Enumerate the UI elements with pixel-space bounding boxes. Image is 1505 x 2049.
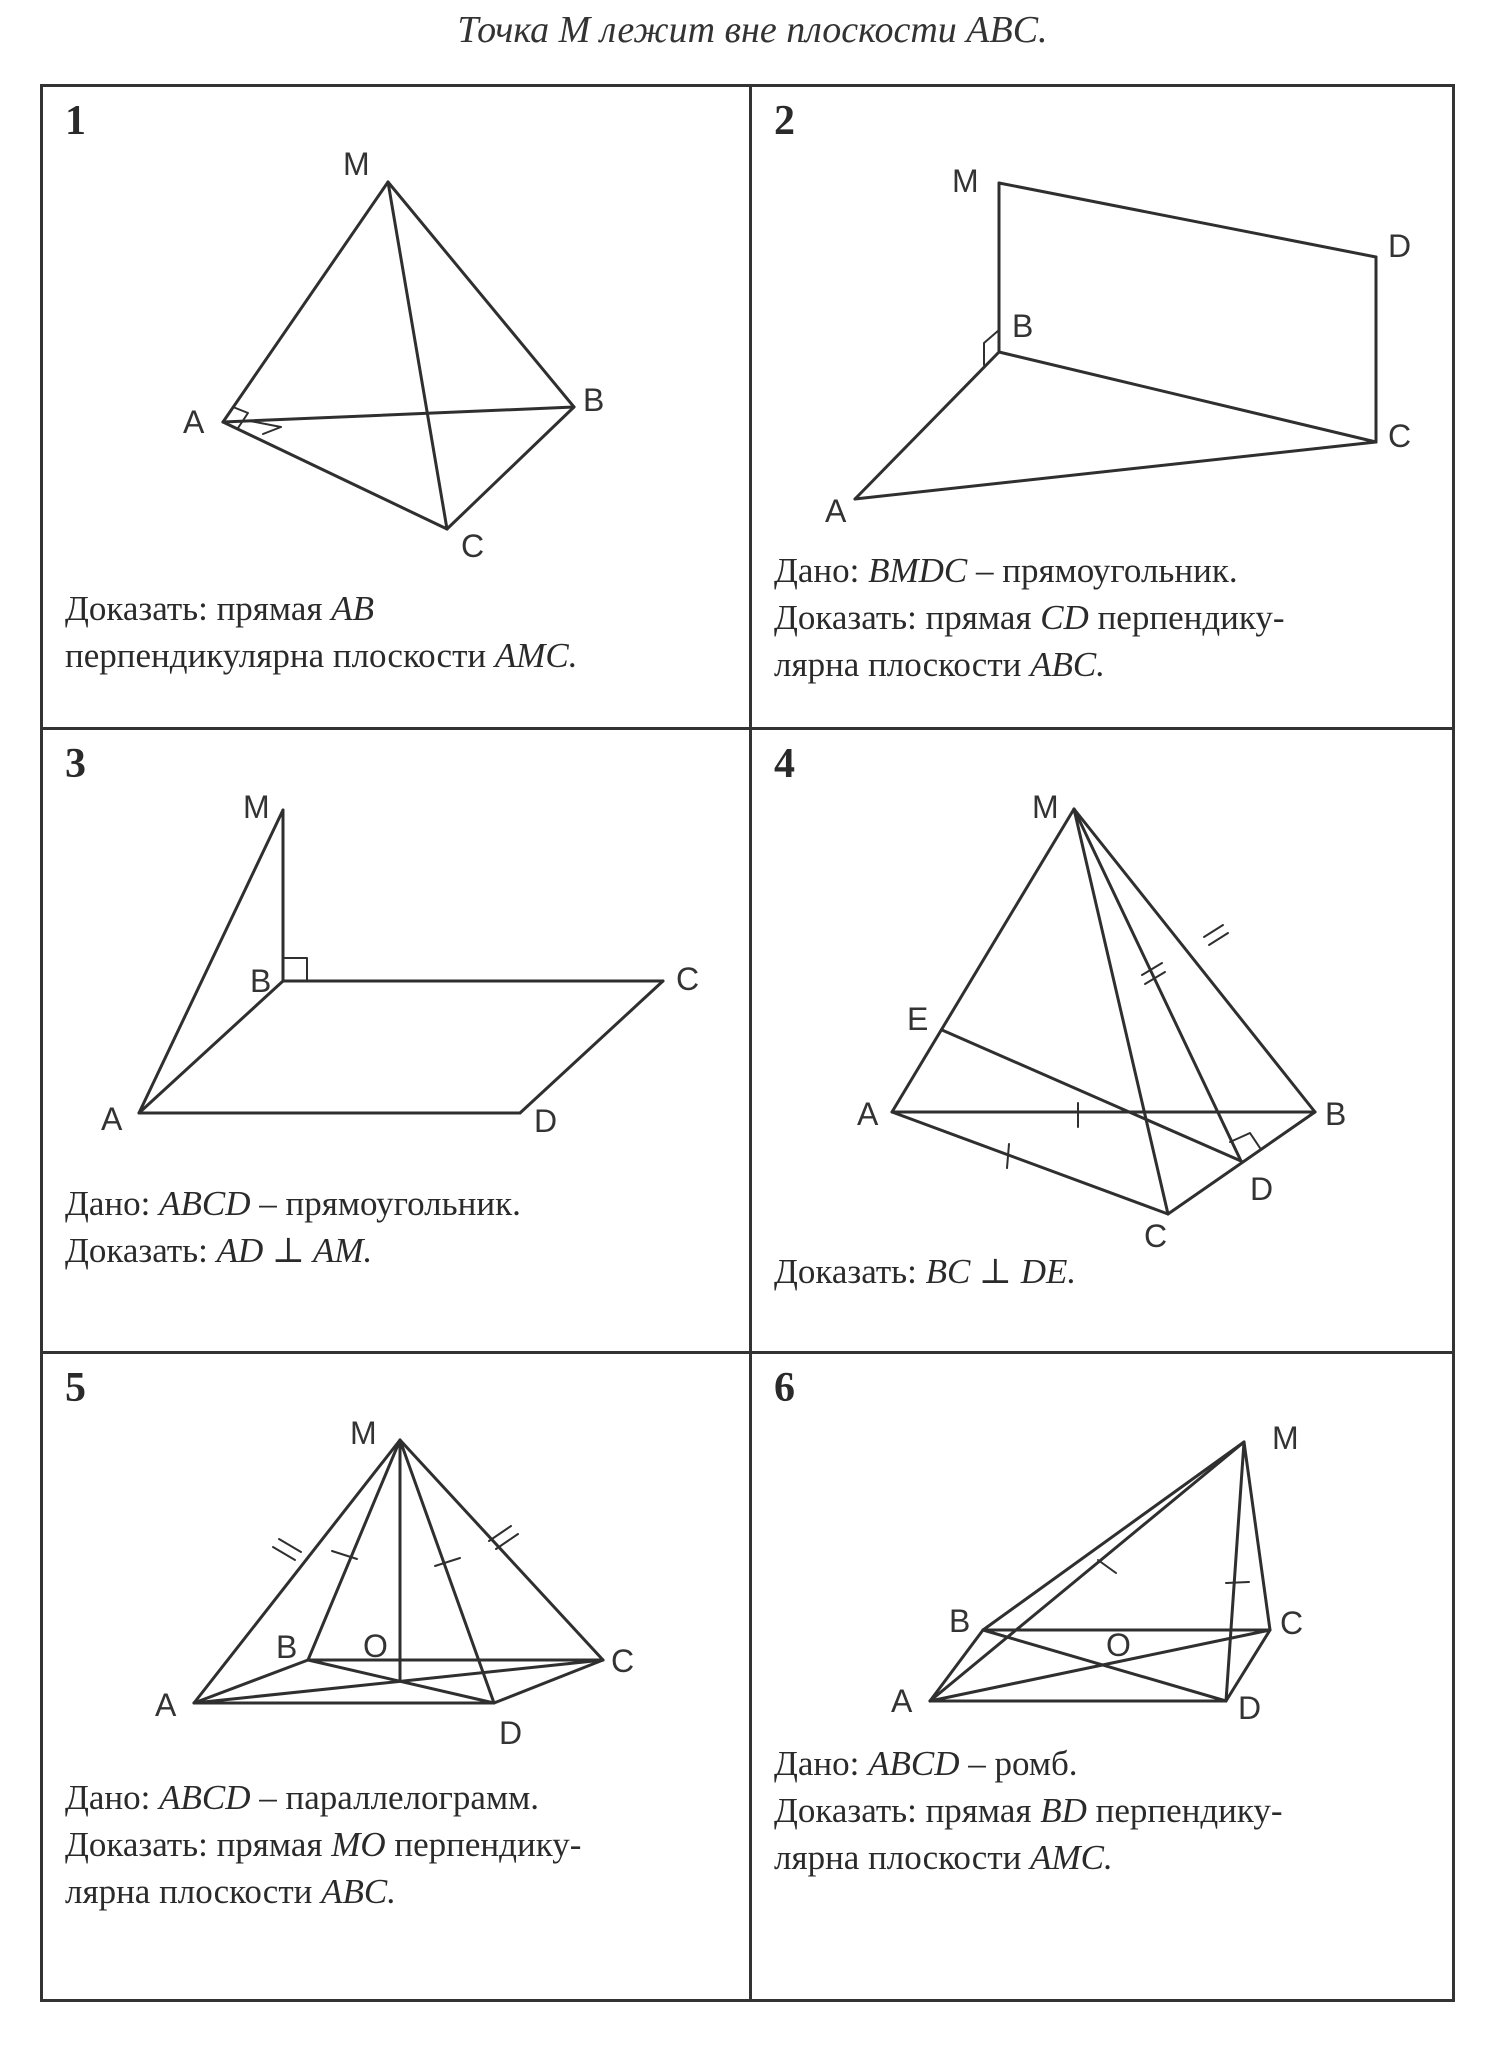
label-b: B xyxy=(583,382,605,418)
edge-mb xyxy=(308,1440,400,1660)
problem-statement xyxy=(65,585,578,679)
label-a: A xyxy=(891,1683,913,1719)
prove-text-2: лярна плоскости xyxy=(774,645,1031,684)
problem-1 xyxy=(43,87,749,727)
edge-md xyxy=(400,1440,494,1703)
given-text: – прямоугольник. xyxy=(250,1184,521,1223)
label-e: E xyxy=(907,1001,929,1037)
prove-label: Доказать: xyxy=(65,589,208,628)
label-a: A xyxy=(857,1096,879,1132)
edge-ac xyxy=(855,442,1376,499)
edge-ab xyxy=(855,352,999,499)
given-text: – ромб. xyxy=(959,1744,1078,1783)
label-b: B xyxy=(949,1603,971,1639)
label-b: B xyxy=(276,1629,298,1665)
right-angle-mark-b xyxy=(283,958,307,981)
tick-mc-1 xyxy=(489,1526,511,1541)
prove-text: прямая xyxy=(925,1791,1041,1830)
tick-ma-1 xyxy=(279,1539,301,1552)
edge-ac xyxy=(892,1112,1168,1214)
segment-mo: MO xyxy=(331,1825,386,1864)
prove-text: прямая xyxy=(216,589,332,628)
problem-number: 1 xyxy=(65,98,86,144)
edge-ma xyxy=(892,809,1074,1112)
prove-label: Доказать: xyxy=(65,1231,208,1270)
problem-6 xyxy=(752,1354,1455,2002)
label-m: M xyxy=(350,1415,377,1451)
problem-number: 4 xyxy=(774,741,795,787)
tick-mb-1 xyxy=(1204,925,1223,937)
tick-cd xyxy=(1007,1144,1009,1168)
given-text: – прямоугольник. xyxy=(967,551,1238,590)
label-d: D xyxy=(1388,228,1412,264)
problem-4 xyxy=(752,730,1455,1351)
right-angle-mark-ma xyxy=(233,407,248,428)
label-c: C xyxy=(1388,418,1412,454)
problem-5 xyxy=(43,1354,749,2002)
problem-number: 6 xyxy=(774,1365,795,1411)
plane-abc: ABC. xyxy=(1030,645,1105,684)
given-label: Дано: xyxy=(65,1184,151,1223)
prove-label: Доказать: xyxy=(65,1825,208,1864)
edge-ma xyxy=(930,1442,1244,1701)
problem-statement xyxy=(774,1740,1283,1881)
edge-md xyxy=(1074,809,1241,1161)
prove-text-b: перпендику- xyxy=(1086,1791,1283,1830)
figure-name: BMDC xyxy=(868,551,968,590)
edge-ab xyxy=(223,407,574,422)
problem-grid xyxy=(40,84,1455,2002)
prove-text-2: лярна плоскости xyxy=(65,1872,322,1911)
problem-statement xyxy=(65,1180,521,1274)
label-c: C xyxy=(1144,1218,1168,1254)
prove-text: прямая xyxy=(216,1825,332,1864)
segment-ab: AB xyxy=(331,589,374,628)
label-c: C xyxy=(611,1643,635,1679)
label-d: D xyxy=(1250,1171,1274,1207)
plane-amc: AMC. xyxy=(1030,1838,1113,1877)
prove-text: прямая xyxy=(925,598,1041,637)
problem-number: 3 xyxy=(65,741,86,787)
label-o: O xyxy=(363,1628,388,1664)
tick-mc-2 xyxy=(496,1534,518,1549)
prove-expression: AD ⊥ AM. xyxy=(216,1231,373,1270)
problem-2 xyxy=(752,87,1455,727)
given-text: – параллелограмм. xyxy=(250,1778,539,1817)
edge-mc xyxy=(388,182,447,529)
label-a: A xyxy=(155,1687,177,1723)
segment-bd: BD xyxy=(1040,1791,1087,1830)
given-label: Дано: xyxy=(774,551,860,590)
edge-mb xyxy=(983,1442,1244,1630)
problem-statement xyxy=(65,1774,581,1915)
figure-name: ABCD xyxy=(868,1744,960,1783)
given-label: Дано: xyxy=(774,1744,860,1783)
problem-statement xyxy=(774,547,1285,688)
label-a: A xyxy=(101,1101,123,1137)
label-m: M xyxy=(1272,1420,1299,1456)
edge-mb xyxy=(388,182,574,407)
plane-amc: AMC. xyxy=(494,636,578,675)
diagonal-bd xyxy=(983,1630,1226,1701)
prove-label: Доказать: xyxy=(774,598,917,637)
figure-name: ABCD xyxy=(159,1778,251,1817)
figure-6-rhombus-pyramid xyxy=(752,1354,1455,2002)
prove-text-2: лярна плоскости xyxy=(774,1838,1031,1877)
prove-text-b: перпендику- xyxy=(385,1825,582,1864)
edge-md xyxy=(1226,1442,1244,1701)
label-c: C xyxy=(1280,1605,1304,1641)
edge-mc xyxy=(1244,1442,1270,1630)
prove-text-2: перпендикулярна плоскости xyxy=(65,636,495,675)
plane-abc: ABC. xyxy=(321,1872,396,1911)
prove-label: Доказать: xyxy=(774,1791,917,1830)
edge-bc xyxy=(1168,1112,1315,1214)
label-d: D xyxy=(534,1103,558,1139)
label-m: M xyxy=(952,163,979,199)
given-label: Дано: xyxy=(65,1778,151,1817)
label-b: B xyxy=(1012,308,1034,344)
label-a: A xyxy=(825,493,847,529)
tick-md xyxy=(435,1558,460,1566)
edge-ac xyxy=(223,422,447,529)
label-m: M xyxy=(343,146,370,182)
label-b: B xyxy=(250,963,272,999)
prove-label: Доказать: xyxy=(774,1252,917,1291)
label-a: A xyxy=(183,404,205,440)
edge-mc xyxy=(400,1440,603,1660)
prove-text-b: перпендику- xyxy=(1088,598,1285,637)
edge-ma xyxy=(223,182,388,422)
label-m: M xyxy=(243,789,270,825)
label-b: B xyxy=(1325,1096,1347,1132)
edge-md xyxy=(999,183,1376,257)
edge-bc xyxy=(999,352,1376,442)
label-d: D xyxy=(499,1715,523,1751)
page-header: Точка M лежит вне плоскости ABC. xyxy=(457,9,1048,51)
segment-cd: CD xyxy=(1040,598,1089,637)
label-o: O xyxy=(1106,1627,1131,1663)
edge-bc xyxy=(447,407,574,529)
prove-expression: BC ⊥ DE. xyxy=(925,1252,1077,1291)
problem-statement xyxy=(774,1248,1076,1295)
edge-ab xyxy=(139,981,283,1113)
tick-ma xyxy=(1098,1560,1116,1573)
tick-mc xyxy=(1226,1582,1249,1583)
label-c: C xyxy=(461,528,485,564)
tick-ma-2 xyxy=(273,1547,295,1560)
label-m: M xyxy=(1032,789,1059,825)
right-angle-mark-ac xyxy=(250,421,281,434)
tick-mb-2 xyxy=(1209,933,1228,945)
problem-number: 2 xyxy=(774,98,795,144)
label-c: C xyxy=(676,961,700,997)
figure-name: ABCD xyxy=(159,1184,251,1223)
edge-ma xyxy=(139,810,283,1113)
problem-3 xyxy=(43,730,749,1351)
edge-cd xyxy=(520,981,663,1113)
problem-number: 5 xyxy=(65,1365,86,1411)
edge-ed xyxy=(942,1030,1241,1161)
label-d: D xyxy=(1238,1690,1262,1726)
